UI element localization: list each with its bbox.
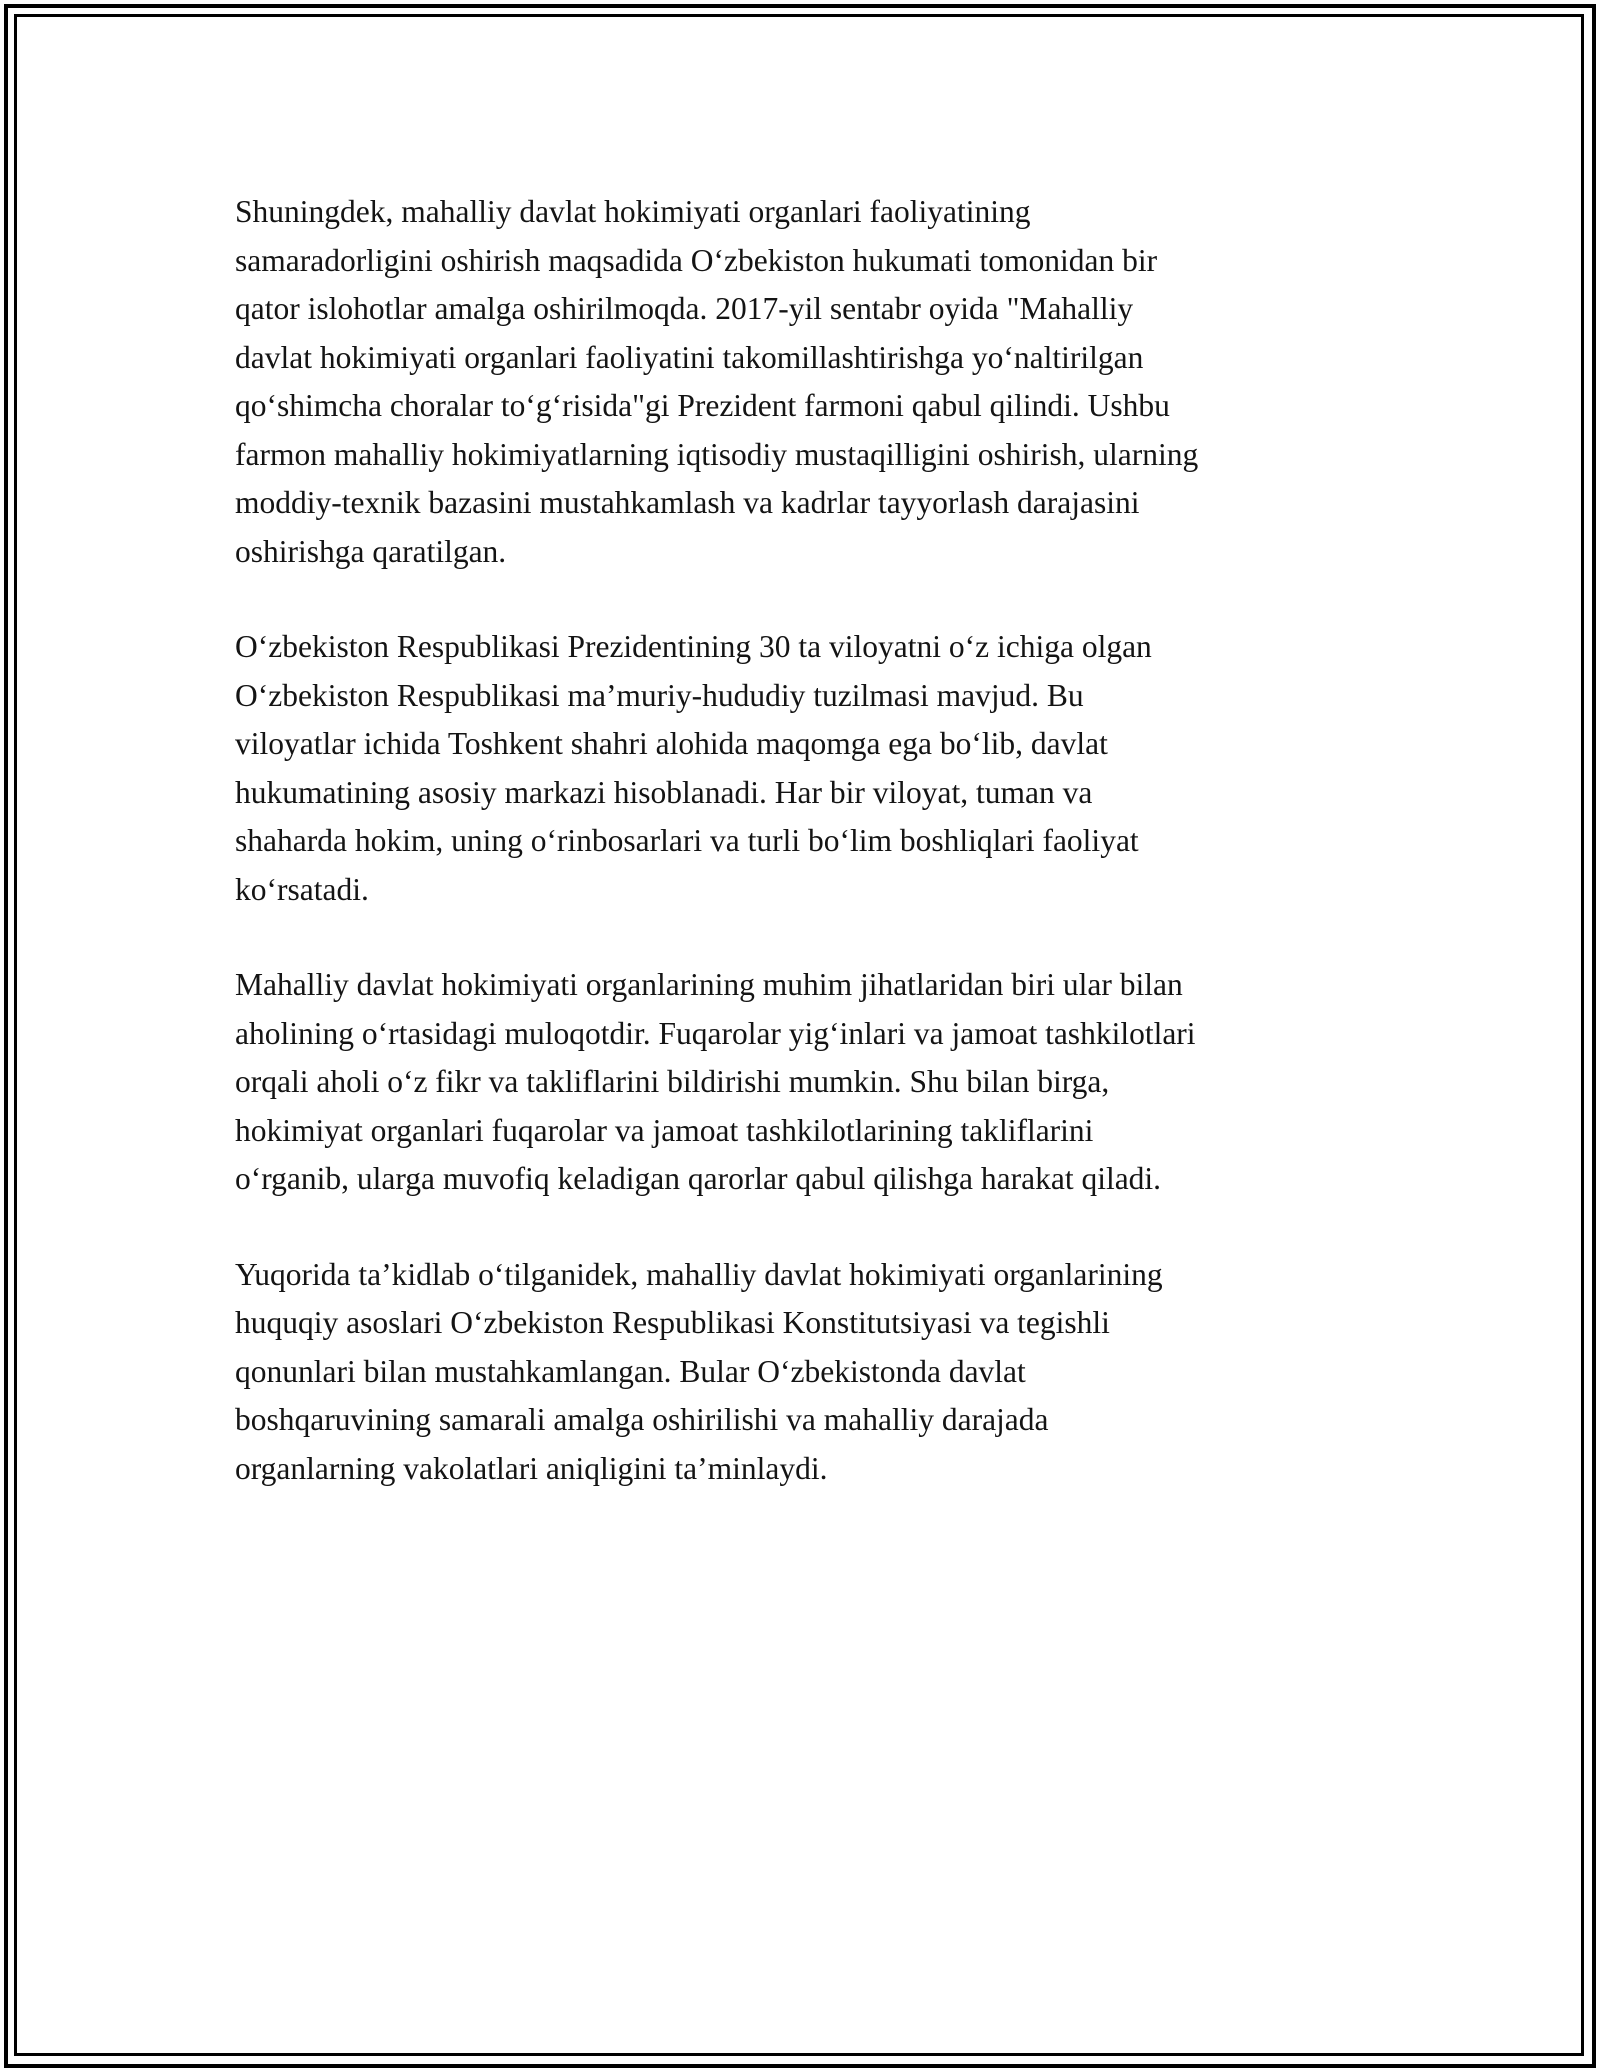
document-body <box>235 188 1365 1493</box>
paragraph-3: Mahalliy davlat hokimiyati organlarining muhim jihatlaridan biri ular bilan aholining o‘rtasidagi muloqotdir. Fuqarolar yig‘inlari va jamoat tashkilotlari orqali aholi o‘z fikr va takliflarini bildirishi mumkin. Shu bilan birga, hokimiyat organlari fuqarolar va jamoat tashkilotlarining takliflarini o‘rganib, ularga muvofiq keladigan qarorlar qabul qilishga harakat qiladi. <box>235 967 1196 1196</box>
paragraph-4: Yuqorida ta’kidlab o‘tilganidek, mahalliy davlat hokimiyati organlarining huquqiy asoslari O‘zbekiston Respublikasi Konstitutsiyasi va tegishli qonunlari bilan mustahkamlangan. Bular O‘zbekistonda davlat boshqaruvining samarali amalga oshirilishi va mahalliy darajada organlarning vakolatlari aniqligini ta’minlaydi. <box>235 1256 1163 1486</box>
paragraph-2: O‘zbekiston Respublikasi Prezidentining 30 ta viloyatni o‘z ichiga olgan O‘zbekiston Respublikasi ma’muriy-hududiy tuzilmasi mavjud. Bu viloyatlar ichida Toshkent shahri alohida maqomga ega bo‘lib, davlat hukumatining asosiy markazi hisoblanadi. Har bir viloyat, tuman va shaharda hokim, uning o‘rinbosarlari va turli bo‘lim boshliqlari faoliyat ko‘rsatadi. <box>235 629 1152 907</box>
paragraph-1: Shuningdek, mahalliy davlat hokimiyati organlari faoliyatining samaradorligini oshirish maqsadida O‘zbekiston hukumati tomonidan bir qator islohotlar amalga oshirilmoqda. 2017-yil sentabr oyida "Mahalliy davlat hokimiyati organlari faoliyatini takomillashtirishga yo‘naltirilgan qo‘shimcha choralar to‘g‘risida"gi Prezident farmoni qabul qilindi. Ushbu farmon mahalliy hokimiyatlarning iqtisodiy mustaqilligini oshirish, ularning moddiy-texnik bazasini mustahkamlash va kadrlar tayyorlash darajasini oshirishga qaratilgan. <box>235 194 1199 569</box>
